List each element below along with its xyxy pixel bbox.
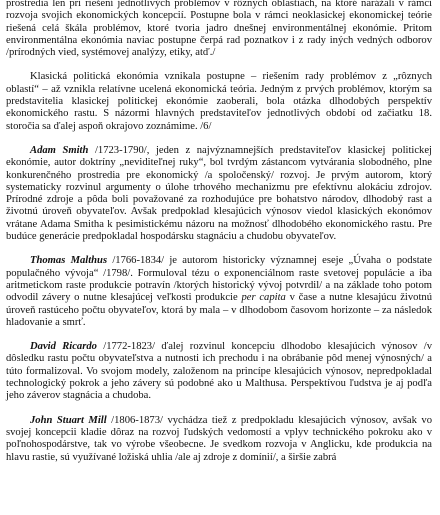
paragraph-text: /1772-1823/ ďalej rozvinul koncepciu dlhodobo klesajúcich výnosov /v dôsledku rastu počtu obyvateľstva a nutnosti ich prechodu i na obrábanie pôd menej výnosných/ a túto formalizoval. Vo svojom modely, založenom na princípe klesajúcich výnosov, nepredpokladal technologický pokrok a jeho závery sú podobné ako u Malthusa. Perspektívou ľudstva je aj podľa jeho záverov stagnácia a chudoba. [6,341,432,402]
paragraph-text: Klasická politická ekonómia vznikala postupne – riešením rady problémov z „rôznych oblastí“ – až vznikla relatívne ucelená ekonomická teória. Jedným z prvých problémov, ktorým sa predstavitelia klasickej politickej ekonómie zaoberali, bola otázka dlhodobých perspektív ekonomického rastu. S názormi hlavných predstaviteľov jednotlivých období od začiatku 18. storočia sa ďalej aspoň okrajovo zoznámime. /6/ [6,71,432,132]
paragraph-gap [6,329,432,341]
paragraph-text: prostredia len pri riešení jednotlivých problémov v rôznych oblastiach, na ktoré narážali v rámci rozvoja svojich ekonomických koncepcií. Postupne bola v rámci neoklasickej ekonomickej teórie riešená celá škála problémov, ktoré tvoria jadro dnešnej environmentálnej ekonómie. Pritom environmentálna ekonómia naviac postupne čerpá rad poznatkov i z rady iných vedných odborov /prírodných vied, systémovej analýzy, etiky, atď./ [6,0,432,59]
paragraph-adam-smith [6,145,432,243]
paragraph-gap [6,133,432,145]
paragraph-text: /1806-1873/ vychádza tiež z predpokladu klesajúcich výnosov, avšak vo svojej koncepcii kladie dôraz na rozvoj ľudských vedomostí a vplyv technického pokroku ako v poľnohospodárstve, tak vo výrobe všeobecne. Je svedkom rozvoja v Anglicku, kde produkcia na hlavu rastie, sú využívané ložiská uhlia /ale aj zdroje z domínií/, a širšie zabrá [6,414,433,463]
paragraph-gap [6,59,432,71]
paragraph-text: /1766-1834/ je autorom historicky významnej eseje „Úvaha o podstate populačného vývoja“ /1798/. Formuloval tézu o exponenciálnom raste svetovej populácie a iba aritmetickom raste produkcie potravín /ktorých historický vývoj potvrdil/ a na základe toho potom odvodil závery o nutne klesajúcej veľkosti produkcie [6,255,432,304]
paragraph-david-ricardo [6,341,432,402]
paragraph-gap [6,403,432,415]
emphasis-per-capita: per capita [241,292,286,304]
paragraph-environmental-economics [6,0,432,59]
author-name-john-stuart-mill: John Stuart Mill [30,414,107,426]
paragraph-thomas-malthus [6,255,432,329]
author-name-david-ricardo: David Ricardo [30,341,97,353]
author-name-adam-smith: Adam Smith [30,144,89,156]
author-name-thomas-malthus: Thomas Malthus [30,255,108,267]
document-body [6,0,432,464]
paragraph-text: v čase a nutne klesajúcu životnú úroveň rastúceho počtu obyvateľov, ktorá by mala – v dlhodobom časovom horizonte – za následok hladovanie a smrť. [6,292,433,328]
paragraph-gap [6,243,432,255]
paragraph-john-stuart-mill [6,415,432,464]
paragraph-text: /1723-1790/, jeden z najvýznamnejších predstaviteľov klasickej politickej ekonómie, autor doktríny „neviditeľnej ruky“, bol tvrdým zástancom vytvárania slobodného, plne konkurenčného prostredia pre ekonomický /a spoločenský/ rozvoj. Je prvým autorom, ktorý systematicky rozvinul argumenty o úlohe trhového mechanizmu pre efektívnu alokáciu zdrojov. Prírodné zdroje a pôda boli považované za rozhodujúce pre bohatstvo národov, dlhodobý rast a životnú úroveň obyvateľov. Avšak predpoklad klesajúcich výnosov viedol klasických ekonómov vrátane Adama Smitha k pesimistickému názoru na možnosť dlhodobého ekonomického rastu. Pre budúce generácie predpokladal hospodársku stagnáciu a chudobu obyvateľov. [6,144,432,243]
paragraph-classical-political-economy [6,71,432,132]
